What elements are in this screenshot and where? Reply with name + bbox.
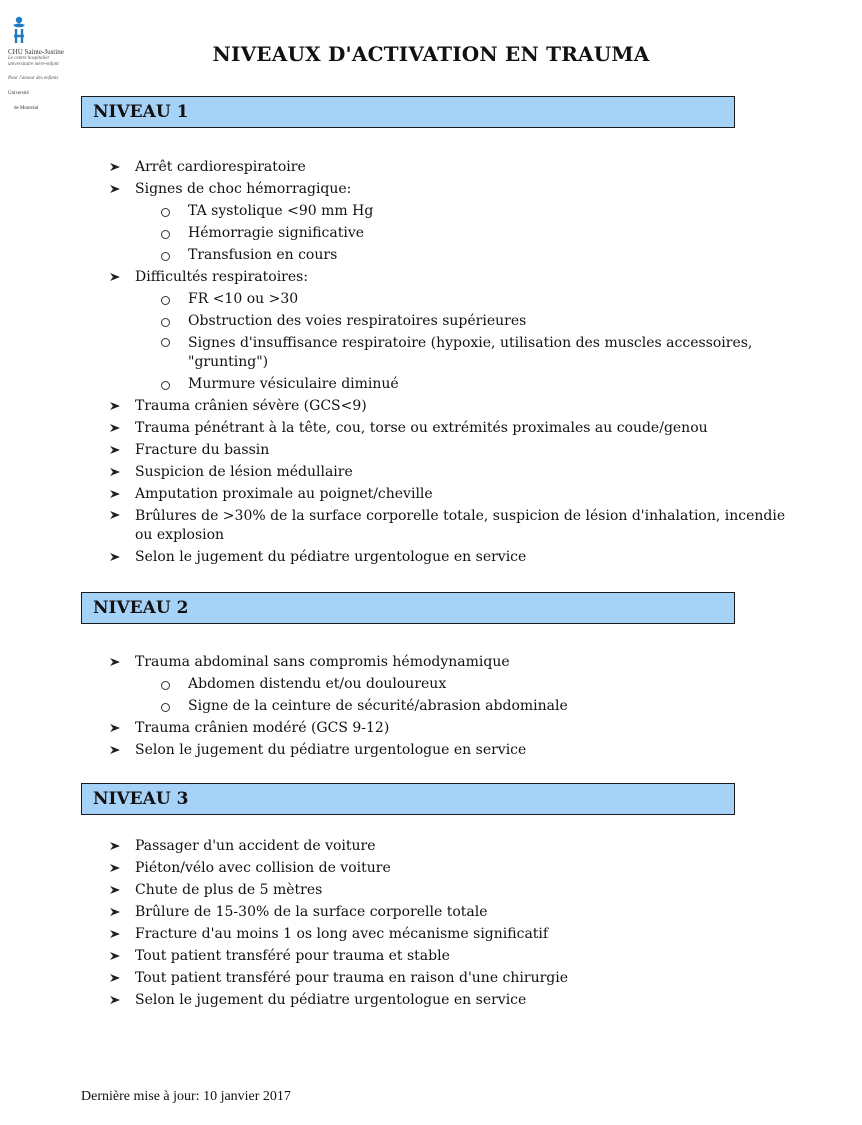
- logo-name: CHU Sainte-Justine: [8, 48, 64, 56]
- sub-list-item: Abdomen distendu et/ou douloureux: [0, 673, 862, 695]
- list-item: Trauma crânien modéré (GCS 9-12): [0, 717, 862, 739]
- logo-tagline: Pour l'amour des enfants: [8, 76, 59, 81]
- list-item: Brûlure de 15-30% de la surface corporelle totale: [0, 901, 862, 923]
- arrow-bullet-icon: [109, 651, 121, 675]
- circle-bullet-icon: [161, 332, 170, 353]
- sub-list-item: Signe de la ceinture de sécurité/abrasion abdominale: [0, 695, 862, 717]
- arrow-bullet-icon: [109, 266, 121, 290]
- arrow-bullet-icon: [109, 395, 121, 419]
- arrow-bullet-icon: [109, 717, 121, 741]
- university-line-1: Université: [8, 91, 29, 96]
- sub-list-item: TA systolique <90 mm Hg: [0, 200, 862, 222]
- list-item: Fracture d'au moins 1 os long avec mécanisme significatif: [0, 923, 862, 945]
- list-item: Piéton/vélo avec collision de voiture: [0, 857, 862, 879]
- arrow-bullet-icon: [109, 945, 121, 969]
- level-3-heading: NIVEAU 3: [81, 783, 735, 815]
- arrow-bullet-icon: [109, 156, 121, 180]
- level-2-heading: NIVEAU 2: [81, 592, 735, 624]
- list-item: Trauma pénétrant à la tête, cou, torse ou extrémités proximales au coude/genou: [0, 417, 862, 439]
- logo-subtitle-line-1: Le centre hospitalier: [8, 56, 50, 61]
- university-line-2: de Montréal: [14, 106, 39, 111]
- sub-list-item: Murmure vésiculaire diminué: [0, 373, 862, 395]
- arrow-bullet-icon: [109, 967, 121, 991]
- page-title: NIVEAUX D'ACTIVATION EN TRAUMA: [212, 42, 650, 66]
- arrow-bullet-icon: [109, 439, 121, 463]
- list-item: Chute de plus de 5 mètres: [0, 879, 862, 901]
- list-item: Selon le jugement du pédiatre urgentologue en service: [0, 546, 862, 568]
- list-item: Trauma abdominal sans compromis hémodynamique: [0, 651, 862, 673]
- list-item: Brûlures de >30% de la surface corporelle totale, suspicion de lésion d'inhalation, incendie ou explosion: [0, 505, 862, 546]
- sub-list-item: Transfusion en cours: [0, 244, 862, 266]
- list-item: Fracture du bassin: [0, 439, 862, 461]
- level-1-list: [0, 156, 862, 568]
- level-2-list: [0, 651, 862, 761]
- arrow-bullet-icon: [109, 923, 121, 947]
- arrow-bullet-icon: [109, 835, 121, 859]
- arrow-bullet-icon: [109, 546, 121, 570]
- arrow-bullet-icon: [109, 901, 121, 925]
- arrow-bullet-icon: [109, 178, 121, 202]
- arrow-bullet-icon: [109, 739, 121, 763]
- last-updated-footer: Dernière mise à jour: 10 janvier 2017: [81, 1089, 291, 1104]
- arrow-bullet-icon: [109, 857, 121, 881]
- list-item: Suspicion de lésion médullaire: [0, 461, 862, 483]
- arrow-bullet-icon: [109, 989, 121, 1013]
- list-item: Tout patient transféré pour trauma en raison d'une chirurgie: [0, 967, 862, 989]
- list-item: Passager d'un accident de voiture: [0, 835, 862, 857]
- list-item: Tout patient transféré pour trauma et stable: [0, 945, 862, 967]
- list-item: Selon le jugement du pédiatre urgentologue en service: [0, 739, 862, 761]
- arrow-bullet-icon: [109, 505, 121, 526]
- list-item: Amputation proximale au poignet/cheville: [0, 483, 862, 505]
- sub-list-item: Hémorragie significative: [0, 222, 862, 244]
- arrow-bullet-icon: [109, 483, 121, 507]
- list-item: Arrêt cardiorespiratoire: [0, 156, 862, 178]
- arrow-bullet-icon: [109, 461, 121, 485]
- sub-list-item: Signes d'insuffisance respiratoire (hypoxie, utilisation des muscles accessoires, "grunting"): [0, 332, 862, 373]
- sub-list-item: FR <10 ou >30: [0, 288, 862, 310]
- sub-list-item: Obstruction des voies respiratoires supérieures: [0, 310, 862, 332]
- level-3-list: [0, 835, 862, 1011]
- list-item: Trauma crânien sévère (GCS<9): [0, 395, 862, 417]
- arrow-bullet-icon: [109, 879, 121, 903]
- list-item: Selon le jugement du pédiatre urgentologue en service: [0, 989, 862, 1011]
- arrow-bullet-icon: [109, 417, 121, 441]
- list-item: Difficultés respiratoires:: [0, 266, 862, 288]
- list-item: Signes de choc hémorragique:: [0, 178, 862, 200]
- logo-subtitle-line-2: universitaire mère-enfant: [8, 62, 59, 67]
- level-1-heading: NIVEAU 1: [81, 96, 735, 128]
